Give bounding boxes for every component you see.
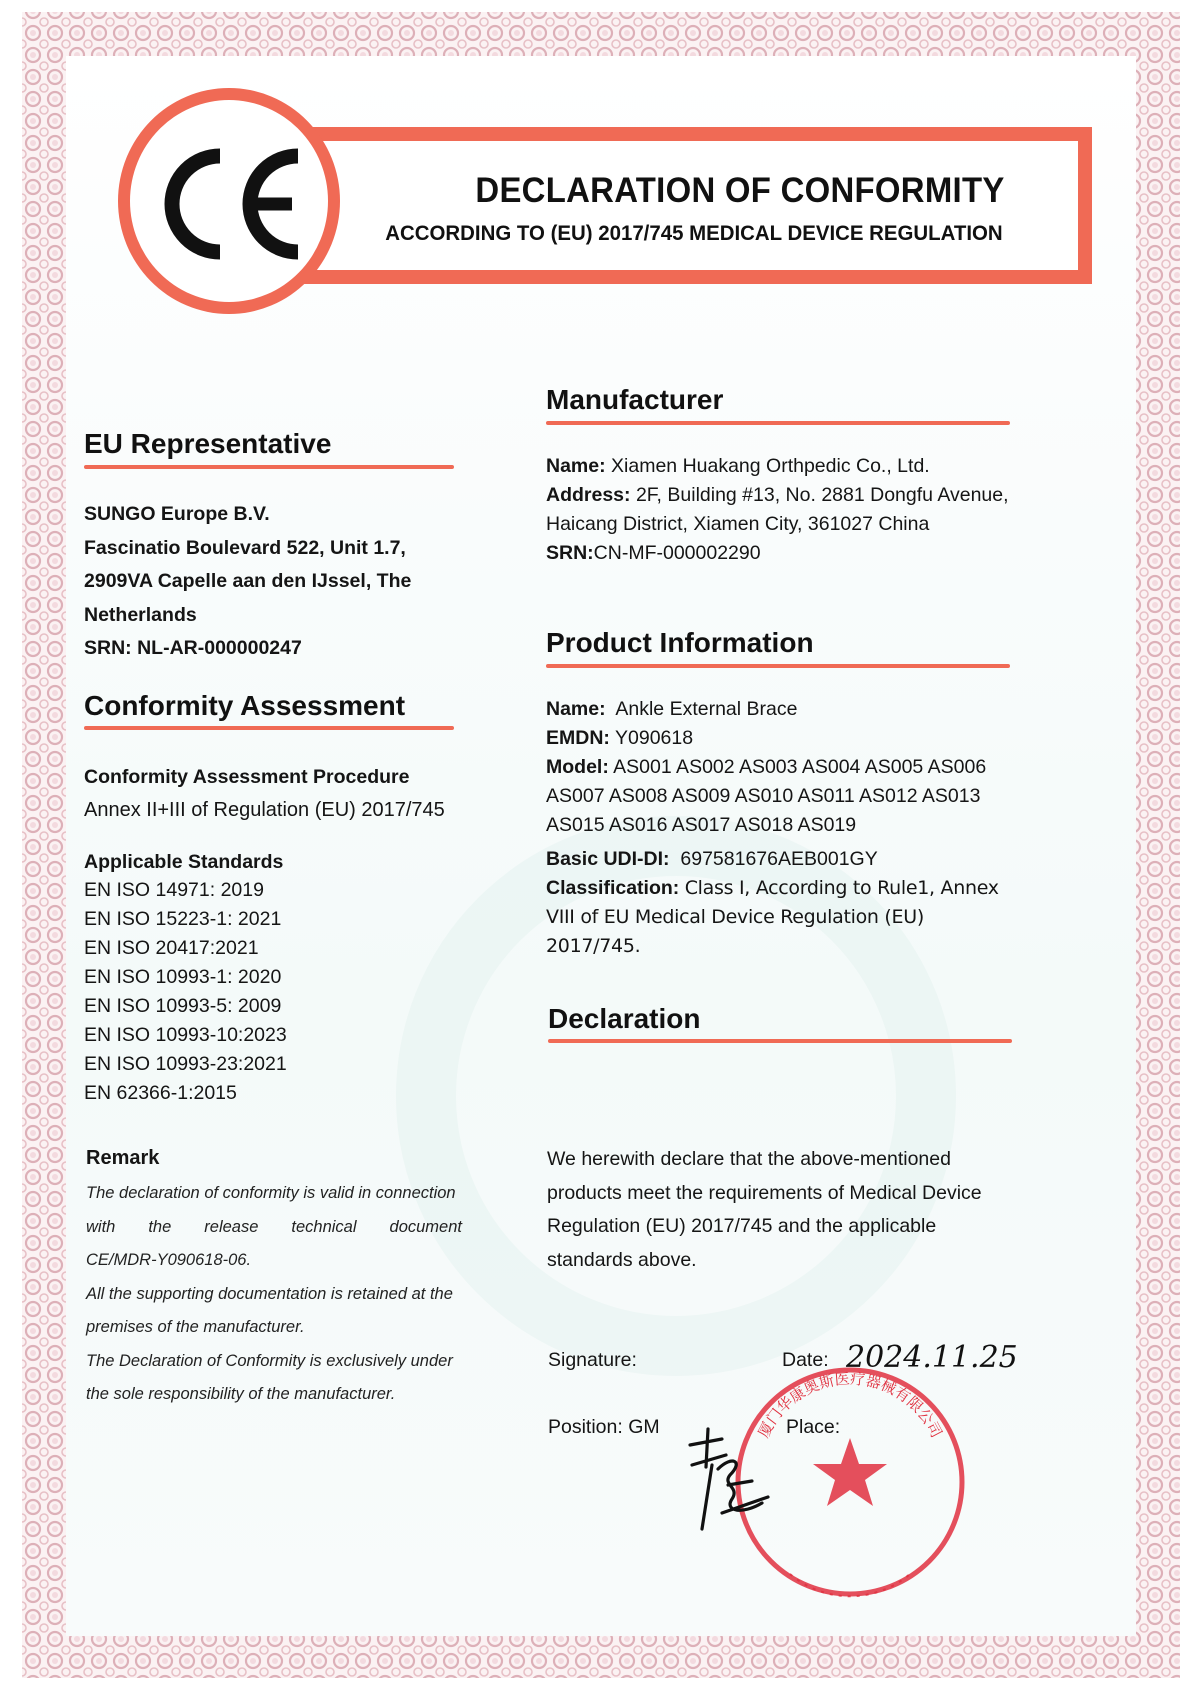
emdn-label: EMDN: (546, 727, 610, 749)
eu-rep-company: SUNGO Europe B.V. (84, 503, 270, 525)
remark-text (86, 1177, 462, 1412)
declaration-text (547, 1143, 982, 1277)
eu-rep-address-1: Fascinatio Boulevard 522, Unit 1.7, (84, 536, 406, 559)
declaration-line: Regulation (EU) 2017/745 and the applicable (547, 1215, 937, 1237)
signature-label: Signature: (548, 1349, 637, 1371)
eu-representative-heading: EU Representative (84, 428, 332, 459)
declaration-heading: Declaration (548, 1003, 701, 1034)
remark-line: the sole responsibility of the manufacturer. (86, 1385, 396, 1403)
classification-label: Classification: (546, 877, 680, 899)
classification-value-1: Class I, According to Rule1, Annex (684, 877, 999, 899)
model-label: Model: (546, 756, 609, 778)
standards-list (84, 876, 287, 1108)
declaration-line: standards above. (547, 1248, 697, 1271)
product-name-value: Ankle External Brace (615, 698, 798, 720)
handwritten-signature (682, 1425, 772, 1535)
section-divider (546, 664, 1010, 668)
eu-rep-address-3: Netherlands (84, 603, 197, 626)
standard-item: EN ISO 10993-10:2023 (84, 1024, 287, 1046)
ce-mark-icon (158, 144, 308, 264)
standard-item: EN ISO 10993-1: 2020 (84, 966, 282, 988)
remark-line: The declaration of conformity is valid in connection (86, 1184, 456, 1202)
standard-item: EN ISO 20417:2021 (84, 937, 259, 959)
standard-item: EN ISO 10993-5: 2009 (84, 995, 282, 1017)
section-divider (548, 1039, 1012, 1043)
manufacturer-address-label: Address: (546, 484, 631, 506)
position-label: Position: GM (548, 1416, 660, 1438)
title-banner (300, 127, 1092, 284)
procedure-label: Conformity Assessment Procedure (84, 766, 410, 788)
section-divider (546, 421, 1010, 425)
classification-value-2: VIII of EU Medical Device Regulation (EU) (546, 906, 924, 928)
remark-line: All the supporting documentation is retained at the (86, 1284, 453, 1303)
svg-text:厦门华康奥斯医疗器械有限公司 (754, 1370, 945, 1441)
remark-line: The Declaration of Conformity is exclusively under (86, 1351, 453, 1370)
standard-item: EN ISO 14971: 2019 (84, 879, 264, 901)
remark-line: with the release technical document (86, 1217, 462, 1236)
product-information-heading: Product Information (546, 627, 814, 658)
remark-line: CE/MDR-Y090618-06. (86, 1251, 252, 1269)
udi-label: Basic UDI-DI: (546, 848, 670, 870)
standards-label: Applicable Standards (84, 851, 284, 873)
eu-representative-details (84, 498, 411, 666)
product-details (546, 695, 999, 961)
model-value-1: AS001 AS002 AS003 AS004 AS005 AS006 (613, 756, 987, 778)
manufacturer-heading: Manufacturer (546, 384, 724, 415)
declaration-line: We herewith declare that the above-mentioned (547, 1148, 951, 1170)
model-value-3: AS015 AS016 AS017 AS018 AS019 (546, 814, 857, 836)
emdn-value: Y090618 (615, 727, 694, 749)
document-subtitle: ACCORDING TO (EU) 2017/745 MEDICAL DEVICE REGULATION (385, 221, 1003, 245)
section-divider (84, 726, 454, 730)
remark-line: premises of the manufacturer. (86, 1318, 305, 1336)
manufacturer-details (546, 452, 1009, 568)
classification-value-3: 2017/745. (546, 935, 641, 957)
manufacturer-address-value: 2F, Building #13, No. 2881 Dongfu Avenue, (635, 484, 1009, 506)
document-title: DECLARATION OF CONFORMITY (475, 171, 1005, 210)
model-value-2: AS007 AS008 AS009 AS010 AS011 AS012 AS013 (546, 785, 981, 807)
remark-heading: Remark (86, 1147, 160, 1169)
standard-item: EN ISO 10993-23:2021 (84, 1053, 287, 1075)
date-label: Date: (782, 1349, 829, 1371)
section-divider (84, 465, 454, 469)
product-name-label: Name: (546, 698, 606, 720)
ce-logo (118, 88, 340, 314)
standard-item: EN ISO 15223-1: 2021 (84, 908, 282, 930)
handwritten-date: 2024.11.25 (846, 1340, 1018, 1375)
eu-rep-address-2: 2909VA Capelle aan den IJssel, The (84, 570, 412, 592)
seal-star-icon (813, 1438, 887, 1506)
manufacturer-address-value-2: Haicang District, Xiamen City, 361027 China (546, 513, 930, 535)
manufacturer-srn-value: CN-MF-000002290 (593, 542, 761, 564)
manufacturer-srn-label: SRN: (546, 542, 594, 564)
conformity-assessment-heading: Conformity Assessment (84, 690, 406, 721)
declaration-line: products meet the requirements of Medical Device (547, 1181, 982, 1204)
manufacturer-name-label: Name: (546, 455, 606, 477)
udi-value: 697581676AEB001GY (680, 848, 878, 870)
seal-text: 厦门华康奥斯医疗器械有限公司 (754, 1369, 946, 1441)
eu-rep-srn: SRN: NL-AR-000000247 (84, 637, 302, 659)
standard-item: EN 62366-1:2015 (84, 1082, 237, 1104)
manufacturer-name-value: Xiamen Huakang Orthpedic Co., Ltd. (611, 455, 930, 477)
place-label: Place: (786, 1416, 841, 1438)
procedure-value: Annex II+III of Regulation (EU) 2017/745 (84, 799, 445, 821)
